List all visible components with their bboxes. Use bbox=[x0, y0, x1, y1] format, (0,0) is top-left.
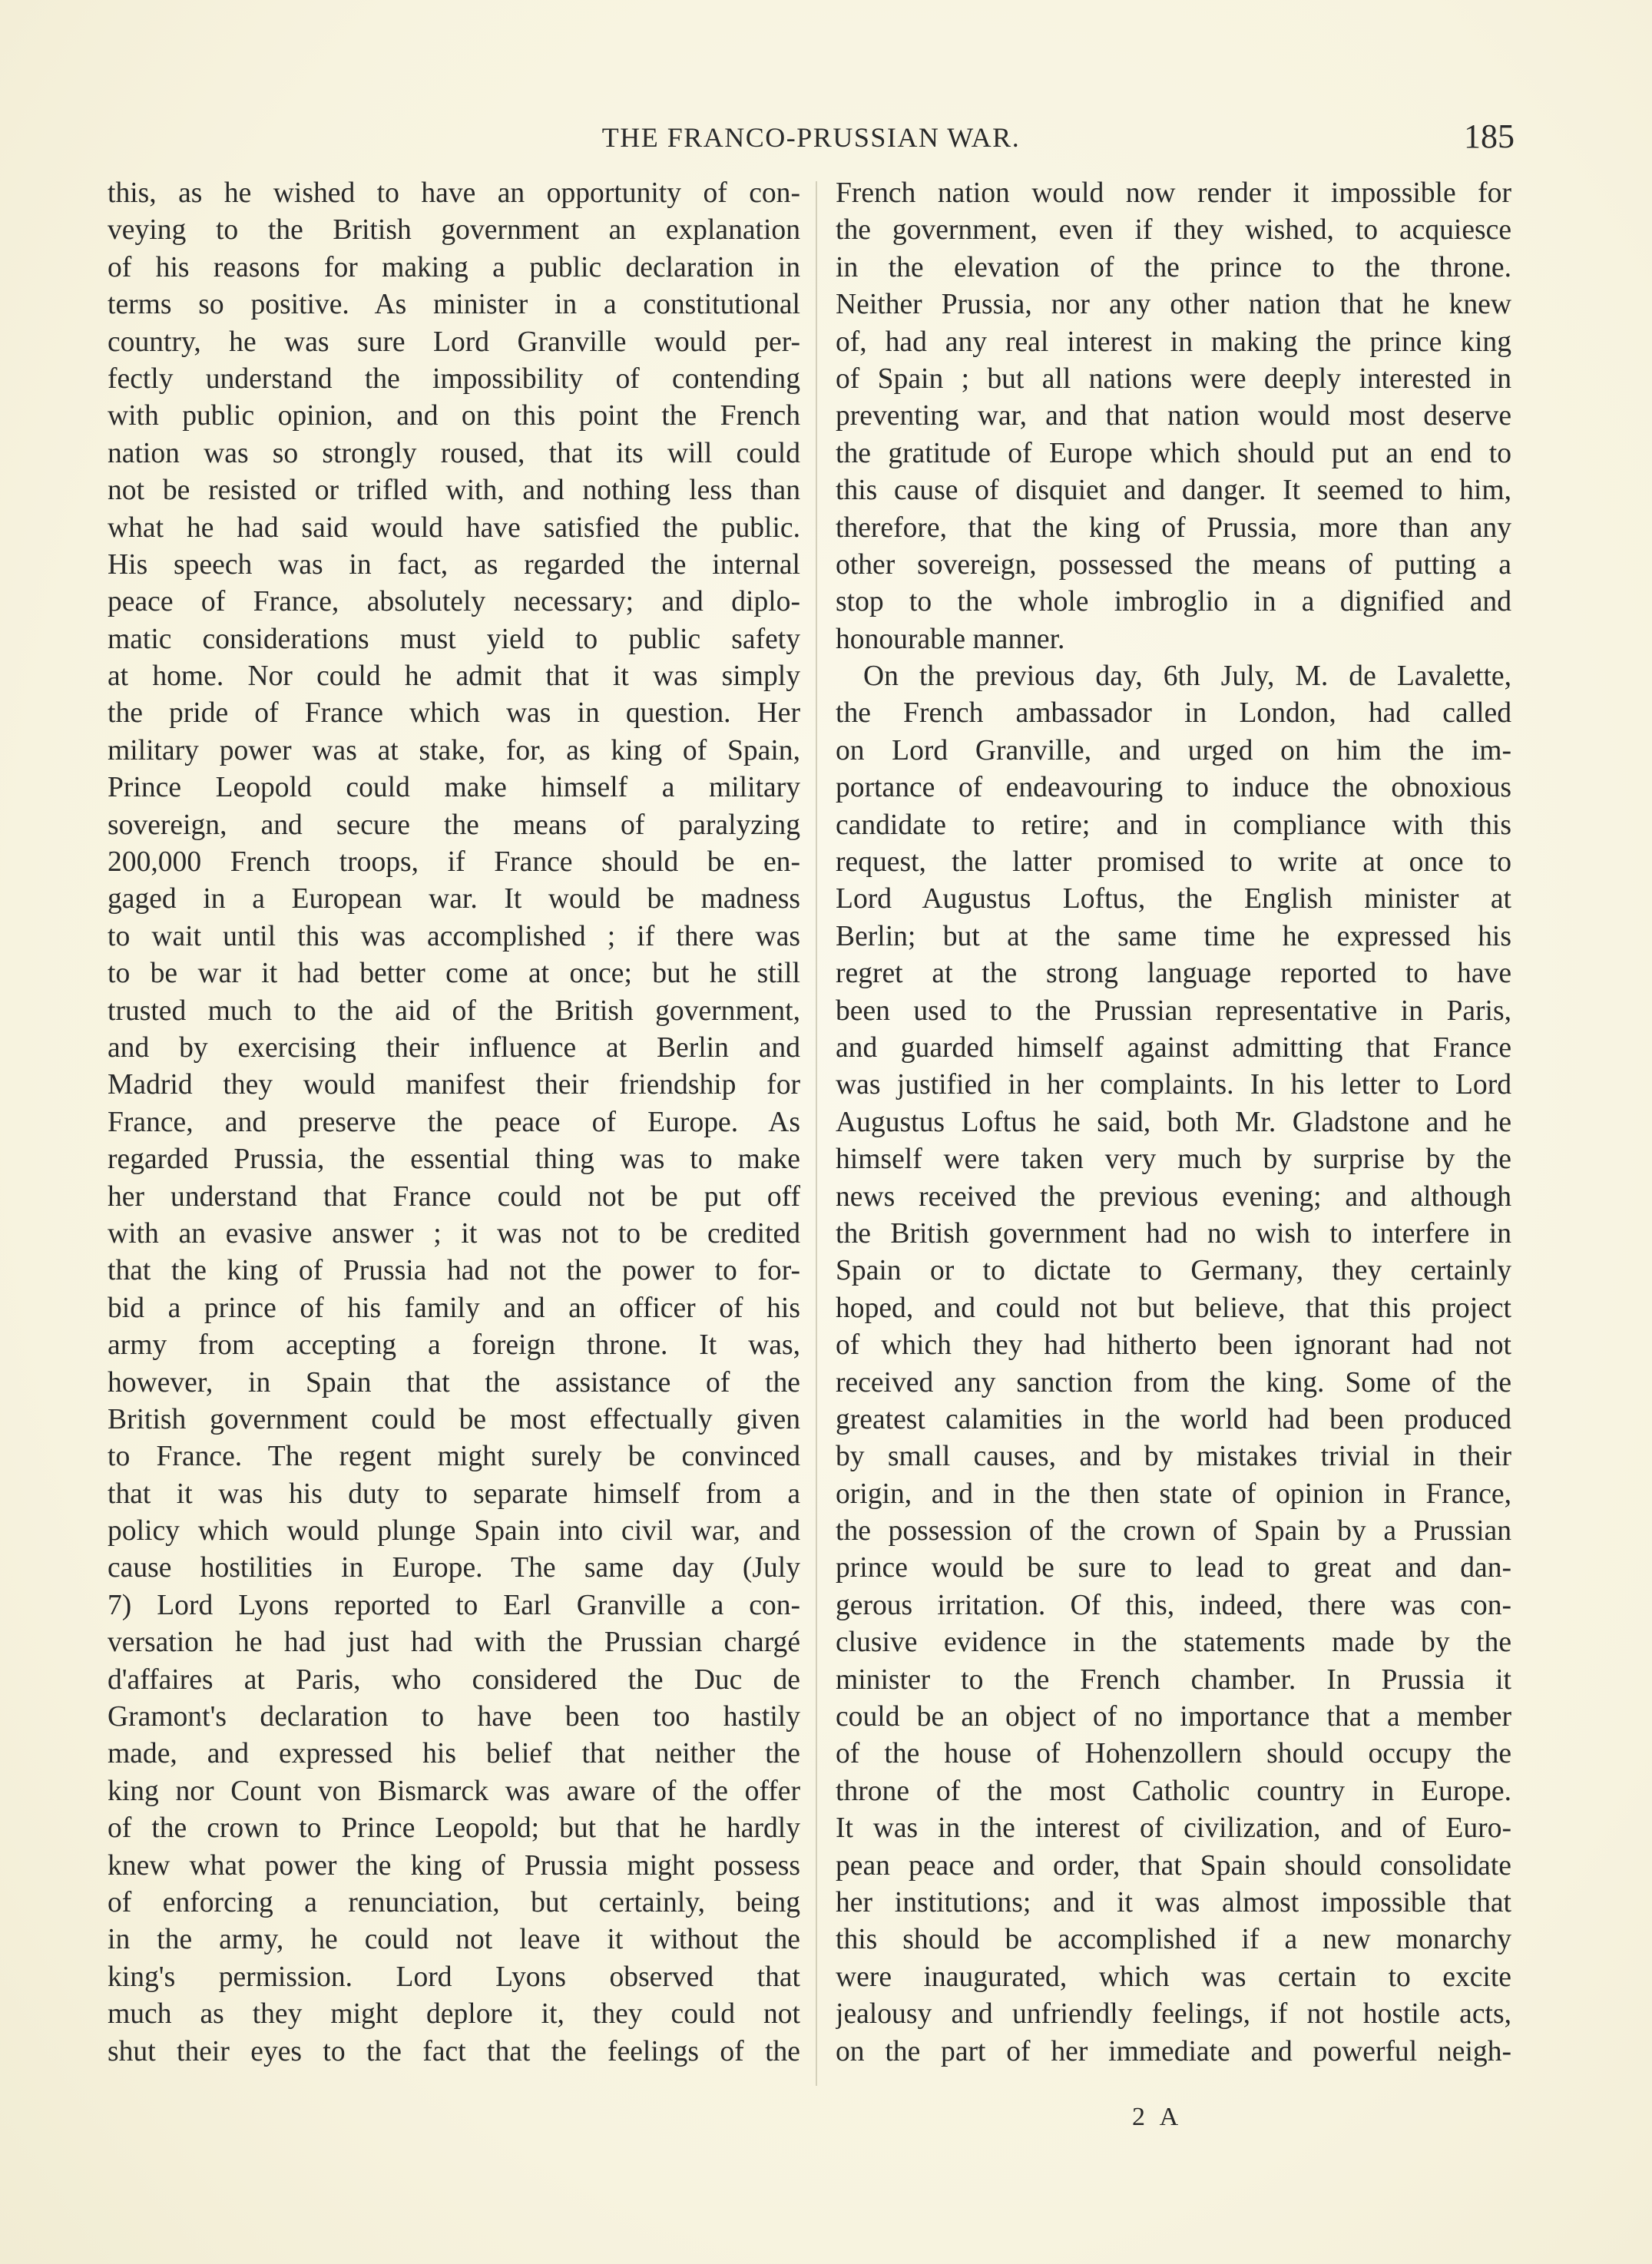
text-line: Gramont's declaration to have been too hastily bbox=[108, 1701, 800, 1733]
text-line: preventing war, and that nation would most deserve bbox=[836, 400, 1511, 432]
text-line: received any sanction from the king. Some of the bbox=[836, 1366, 1511, 1398]
text-line: cause hostilities in Europe. The same day (July bbox=[108, 1552, 800, 1584]
text-line: this cause of disquiet and danger. It seemed to him, bbox=[836, 475, 1511, 507]
text-line: of his reasons for making a public declaration in bbox=[108, 251, 800, 283]
text-line: greatest calamities in the world had been produced bbox=[836, 1403, 1511, 1435]
text-line: this should be accomplished if a new monarchy bbox=[836, 1924, 1511, 1956]
text-line: of which they had hitherto been ignorant had not bbox=[836, 1329, 1511, 1362]
text-line: however, in Spain that the assistance of the bbox=[108, 1366, 800, 1398]
text-line: hoped, and could not but believe, that this project bbox=[836, 1292, 1511, 1324]
text-line: therefore, that the king of Prussia, more than any bbox=[836, 511, 1511, 544]
text-line: gaged in a European war. It would be madness bbox=[108, 883, 800, 915]
text-line: on Lord Granville, and urged on him the im- bbox=[836, 734, 1511, 766]
text-line: was justified in her complaints. In his letter to Lord bbox=[836, 1069, 1511, 1101]
text-line: that the king of Prussia had not the power to for- bbox=[108, 1255, 800, 1287]
column-divider bbox=[816, 181, 817, 2086]
page-number: 185 bbox=[1464, 118, 1515, 155]
text-line: pean peace and order, that Spain should consolidate bbox=[836, 1849, 1511, 1882]
text-line: the British government had no wish to interfere in bbox=[836, 1217, 1511, 1250]
text-line: made, and expressed his belief that neither the bbox=[108, 1738, 800, 1770]
text-line: British government could be most effectually given bbox=[108, 1403, 800, 1435]
text-line: to France. The regent might surely be convinced bbox=[108, 1441, 800, 1473]
text-line: fectly understand the impossibility of contending bbox=[108, 362, 800, 395]
text-line: this, as he wished to have an opportunity of con- bbox=[108, 177, 800, 209]
text-line: request, the latter promised to write at once to bbox=[836, 846, 1511, 879]
text-line: terms so positive. As minister in a constitutional bbox=[108, 289, 800, 321]
text-line: her understand that France could not be put off bbox=[108, 1180, 800, 1213]
text-line: peace of France, absolutely necessary; and diplo- bbox=[108, 586, 800, 618]
text-line: of, had any real interest in making the prince king bbox=[836, 326, 1511, 358]
text-line: were inaugurated, which was certain to excite bbox=[836, 1961, 1511, 1993]
text-line: It was in the interest of civilization, and of Euro- bbox=[836, 1812, 1511, 1845]
text-line: nation was so strongly roused, that its will could bbox=[108, 437, 800, 469]
text-line: knew what power the king of Prussia might possess bbox=[108, 1849, 800, 1882]
text-line: His speech was in fact, as regarded the internal bbox=[108, 548, 800, 581]
text-line: the French ambassador in London, had called bbox=[836, 697, 1511, 730]
right-column bbox=[836, 175, 1511, 2070]
text-line: regret at the strong language reported to have bbox=[836, 958, 1511, 990]
text-line: at home. Nor could he admit that it was simply bbox=[108, 660, 800, 693]
text-line: her institutions; and it was almost impossible that bbox=[836, 1886, 1511, 1918]
text-line: with public opinion, and on this point the French bbox=[108, 400, 800, 432]
text-line: country, he was sure Lord Granville would per- bbox=[108, 326, 800, 358]
text-line: the gratitude of Europe which should put an end to bbox=[836, 437, 1511, 469]
text-line: matic considerations must yield to public safety bbox=[108, 623, 800, 655]
text-line: origin, and in the then state of opinion in France, bbox=[836, 1478, 1511, 1510]
text-line: minister to the French chamber. In Prussia it bbox=[836, 1663, 1511, 1696]
text-line: French nation would now render it impossible for bbox=[836, 177, 1511, 209]
text-line: by small causes, and by mistakes trivial in their bbox=[836, 1441, 1511, 1473]
text-line: could be an object of no importance that a member bbox=[836, 1701, 1511, 1733]
text-line: king nor Count von Bismarck was aware of the offer bbox=[108, 1775, 800, 1807]
text-line: Neither Prussia, nor any other nation that he knew bbox=[836, 289, 1511, 321]
text-line: 7) Lord Lyons reported to Earl Granville a con- bbox=[108, 1589, 800, 1621]
text-line: and by exercising their influence at Berlin and bbox=[108, 1031, 800, 1064]
text-line: honourable manner. bbox=[836, 623, 1065, 655]
text-line: military power was at stake, for, as king of Spain, bbox=[108, 734, 800, 766]
text-line: Prince Leopold could make himself a military bbox=[108, 772, 800, 804]
text-line: king's permission. Lord Lyons observed that bbox=[108, 1961, 800, 1993]
running-title: THE FRANCO-PRUSSIAN WAR. bbox=[601, 122, 1021, 153]
text-line: sovereign, and secure the means of paralyzing bbox=[108, 809, 800, 841]
left-column bbox=[108, 175, 800, 2070]
text-line: much as they might deplore it, they could not bbox=[108, 1998, 800, 2031]
text-line: candidate to retire; and in compliance with this bbox=[836, 809, 1511, 841]
text-line: been used to the Prussian representative in Paris, bbox=[836, 995, 1511, 1027]
text-line: Augustus Loftus he said, both Mr. Gladstone and he bbox=[836, 1106, 1511, 1138]
text-line: of Spain ; but all nations were deeply interested in bbox=[836, 362, 1511, 395]
text-line: portance of endeavouring to induce the obnoxious bbox=[836, 772, 1511, 804]
text-line: in the army, he could not leave it without the bbox=[108, 1924, 800, 1956]
running-head bbox=[108, 114, 1515, 160]
text-line: news received the previous evening; and although bbox=[836, 1180, 1511, 1213]
text-line: the possession of the crown of Spain by a Prussian bbox=[836, 1515, 1511, 1547]
text-line: of enforcing a renunciation, but certainly, being bbox=[108, 1886, 800, 1918]
text-line: Berlin; but at the same time he expressed his bbox=[836, 920, 1511, 952]
text-line: to be war it had better come at once; but he still bbox=[108, 958, 800, 990]
text-line: gerous irritation. Of this, indeed, there was con- bbox=[836, 1589, 1511, 1621]
text-line: in the elevation of the prince to the throne. bbox=[836, 251, 1511, 283]
text-line: regarded Prussia, the essential thing was to make bbox=[108, 1144, 800, 1176]
text-line: versation he had just had with the Prussian chargé bbox=[108, 1627, 800, 1659]
text-line: clusive evidence in the statements made by the bbox=[836, 1627, 1511, 1659]
text-line: the pride of France which was in question. Her bbox=[108, 697, 800, 730]
text-line: Spain or to dictate to Germany, they certainly bbox=[836, 1255, 1511, 1287]
text-line: of the crown to Prince Leopold; but that he hardly bbox=[108, 1812, 800, 1845]
text-line: that it was his duty to separate himself from a bbox=[108, 1478, 800, 1510]
text-line: d'affaires at Paris, who considered the Duc de bbox=[108, 1663, 800, 1696]
text-line: stop to the whole imbroglio in a dignified and bbox=[836, 586, 1511, 618]
text-line: France, and preserve the peace of Europe. As bbox=[108, 1106, 800, 1138]
text-line: not be resisted or trifled with, and nothing less than bbox=[108, 475, 800, 507]
text-line: prince would be sure to lead to great and dan- bbox=[836, 1552, 1511, 1584]
text-line: throne of the most Catholic country in Europe. bbox=[836, 1775, 1511, 1807]
text-line: himself were taken very much by surprise by the bbox=[836, 1144, 1511, 1176]
text-line: 200,000 French troops, if France should be en- bbox=[108, 846, 800, 879]
text-line: policy which would plunge Spain into civil war, and bbox=[108, 1515, 800, 1547]
text-line: jealousy and unfriendly feelings, if not hostile acts, bbox=[836, 1998, 1511, 2031]
text-line: bid a prince of his family and an officer of his bbox=[108, 1292, 800, 1324]
text-line: and guarded himself against admitting that France bbox=[836, 1031, 1511, 1064]
text-line: what he had said would have satisfied the public. bbox=[108, 511, 800, 544]
text-line: veying to the British government an explanation bbox=[108, 214, 800, 247]
signature-mark: 2 A bbox=[1132, 2103, 1184, 2131]
text-line: of the house of Hohenzollern should occupy the bbox=[836, 1738, 1511, 1770]
text-line: to wait until this was accomplished ; if there was bbox=[108, 920, 800, 952]
text-line: Lord Augustus Loftus, the English minister at bbox=[836, 883, 1511, 915]
text-line: army from accepting a foreign throne. It was, bbox=[108, 1329, 800, 1362]
text-line: shut their eyes to the fact that the feelings of the bbox=[108, 2035, 800, 2067]
text-line: the government, even if they wished, to acquiesce bbox=[836, 214, 1511, 247]
text-line: trusted much to the aid of the British government, bbox=[108, 995, 800, 1027]
text-line: with an evasive answer ; it was not to be credited bbox=[108, 1217, 800, 1250]
text-line: on the part of her immediate and powerful neigh- bbox=[836, 2035, 1511, 2067]
text-line: Madrid they would manifest their friendship for bbox=[108, 1069, 800, 1101]
text-line: other sovereign, possessed the means of putting a bbox=[836, 548, 1511, 581]
text-line: On the previous day, 6th July, M. de Lavalette, bbox=[863, 660, 1511, 693]
